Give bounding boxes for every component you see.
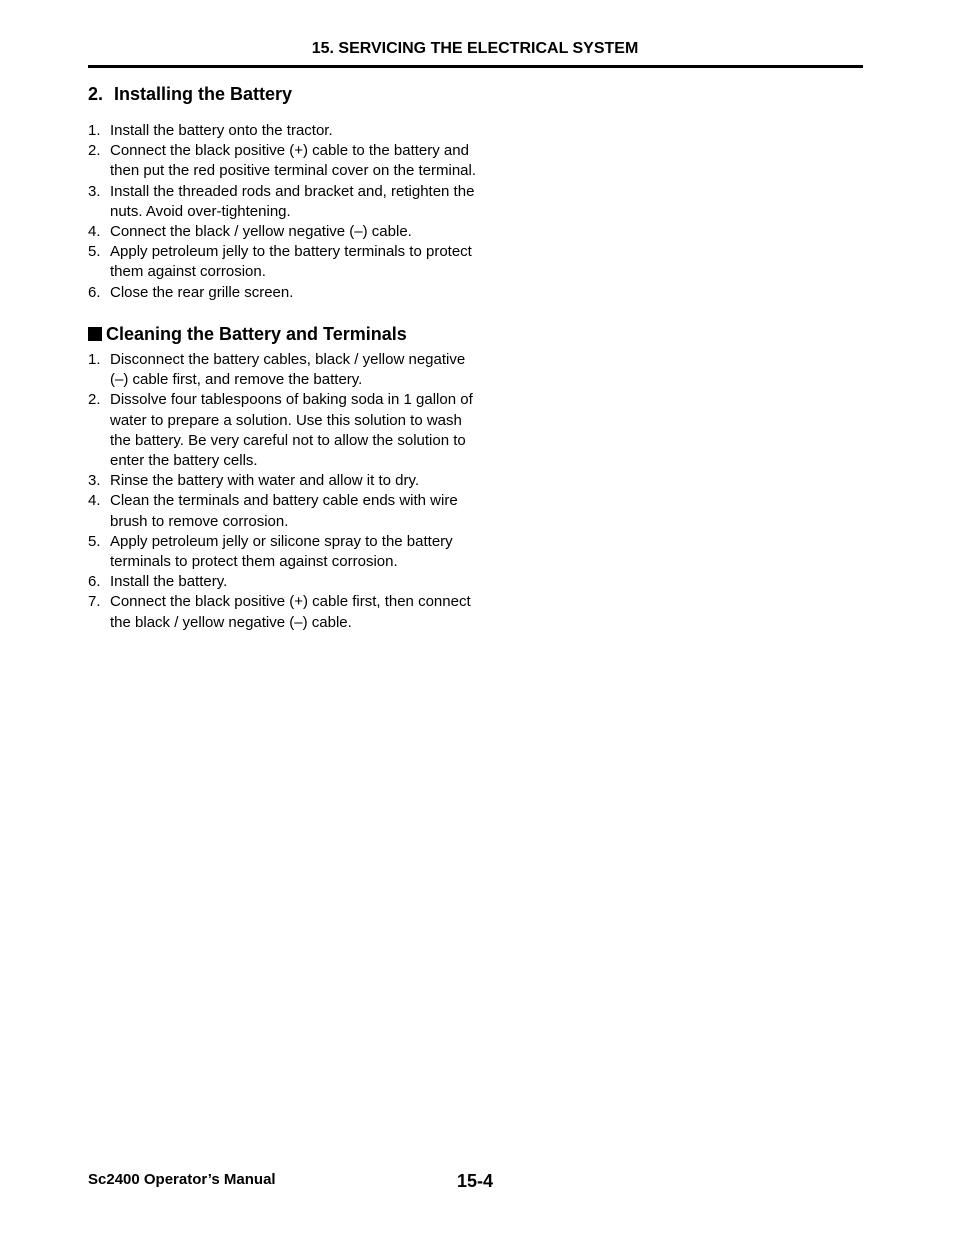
step-text-line: Close the rear grille screen. xyxy=(110,283,294,301)
step-number: 5. xyxy=(88,243,101,261)
step-number: 3. xyxy=(88,472,101,490)
step-text-line: Connect the black positive (+) cable to the battery and xyxy=(110,142,469,160)
step-text-line: water to prepare a solution. Use this solution to wash xyxy=(110,411,462,429)
step-number: 2. xyxy=(88,391,101,409)
step-number: 4. xyxy=(88,223,101,241)
chapter-header: 15. SERVICING THE ELECTRICAL SYSTEM xyxy=(311,40,639,57)
step-text-line: Connect the black / yellow negative (–) cable. xyxy=(110,223,412,241)
section-title: Installing the Battery xyxy=(114,84,293,104)
step-text-line: Install the battery. xyxy=(110,573,228,591)
list-item xyxy=(88,350,508,390)
list-item xyxy=(88,222,508,242)
step-text-line: Disconnect the battery cables, black / yellow negative xyxy=(110,351,466,368)
step-text-line: brush to remove corrosion. xyxy=(110,512,289,530)
step-text-line: then put the red positive terminal cover on the terminal. xyxy=(110,162,477,180)
step-text-line: terminals to protect them against corrosion. xyxy=(110,553,398,571)
section-number: 2. xyxy=(88,84,104,104)
step-number: 7. xyxy=(88,593,101,611)
step-text-line: nuts. Avoid over-tightening. xyxy=(110,202,291,220)
list-item xyxy=(88,491,508,531)
subsection-title: Cleaning the Battery and Terminals xyxy=(106,324,407,344)
step-text-line: them against corrosion. xyxy=(110,263,266,281)
subsection-heading-cleaning xyxy=(88,324,407,344)
list-item xyxy=(88,592,508,632)
list-item xyxy=(88,572,508,592)
header-rule xyxy=(88,65,863,68)
cleaning-steps-list xyxy=(88,350,508,633)
step-text-line: Apply petroleum jelly to the battery terminals to protect xyxy=(110,243,472,261)
list-item xyxy=(88,283,508,303)
step-text-line: Connect the black positive (+) cable first, then connect xyxy=(110,593,471,611)
step-number: 2. xyxy=(88,142,101,160)
step-text-line: the battery. Be very careful not to allow the solution to xyxy=(110,431,466,449)
step-number: 6. xyxy=(88,283,101,301)
step-text-line: Rinse the battery with water and allow it to dry. xyxy=(110,472,420,490)
manual-name: Sc2400 Operator’s Manual xyxy=(88,1171,276,1188)
step-number: 1. xyxy=(88,122,101,139)
step-number: 6. xyxy=(88,573,101,591)
step-number: 3. xyxy=(88,182,101,200)
list-item xyxy=(88,141,508,181)
black-square-icon xyxy=(88,327,102,341)
list-item xyxy=(88,471,508,491)
list-item xyxy=(88,182,508,222)
step-text-line: enter the battery cells. xyxy=(110,452,258,470)
list-item xyxy=(88,121,508,141)
step-number: 1. xyxy=(88,351,101,368)
list-item xyxy=(88,390,508,471)
step-text-line: Dissolve four tablespoons of baking soda in 1 gallon of xyxy=(110,391,473,409)
step-text-line: Apply petroleum jelly or silicone spray to the battery xyxy=(110,532,453,550)
step-number: 4. xyxy=(88,492,101,510)
list-item xyxy=(88,532,508,572)
step-number: 5. xyxy=(88,532,101,550)
step-text-line: the black / yellow negative (–) cable. xyxy=(110,613,352,631)
page-number: 15-4 xyxy=(457,1171,494,1191)
step-text-line: (–) cable first, and remove the battery. xyxy=(110,371,363,389)
step-text-line: Clean the terminals and battery cable ends with wire xyxy=(110,492,458,510)
section-heading-installing xyxy=(88,84,292,104)
step-text-line: Install the threaded rods and bracket and, retighten the xyxy=(110,182,475,200)
step-text-line: Install the battery onto the tractor. xyxy=(110,122,333,139)
list-item xyxy=(88,242,508,282)
installing-steps-list xyxy=(88,121,508,303)
